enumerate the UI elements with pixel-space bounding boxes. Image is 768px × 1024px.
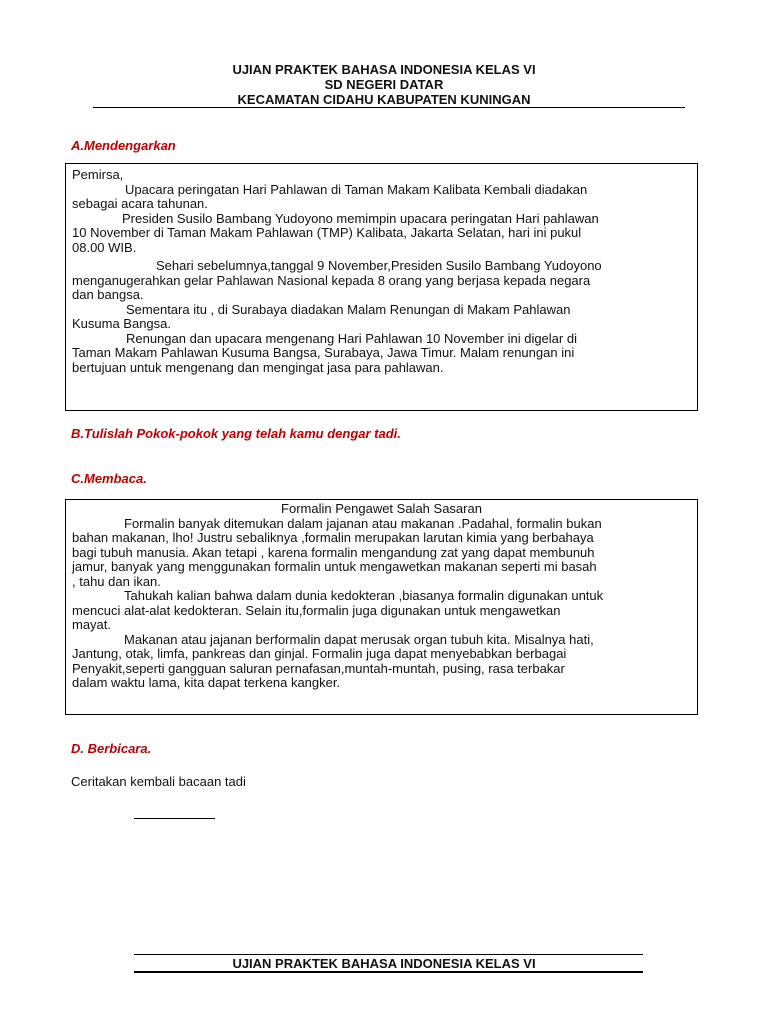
listening-text-box [65, 163, 698, 411]
reading-text [72, 502, 691, 691]
text-line: bahan makanan, lho! Justru sebaliknya ,formalin merupakan larutan kimia yang berbahaya [72, 530, 594, 545]
header-rule [93, 107, 685, 108]
reading-text-box [65, 499, 698, 715]
text-line: Presiden Susilo Bambang Yudoyono memimpin upacara peringatan Hari pahlawan [122, 210, 599, 226]
header-line-2: SD NEGERI DATAR [324, 77, 444, 92]
section-a-heading: A.Mendengarkan [71, 138, 176, 153]
text-line: mayat. [72, 617, 112, 632]
text-line: Kusuma Bangsa. [72, 316, 172, 331]
header-line-3: KECAMATAN CIDAHU KABUPATEN KUNINGAN [237, 92, 531, 107]
reading-title: Formalin Pengawet Salah Sasaran [281, 501, 482, 516]
section-c-heading: C.Membaca. [71, 471, 147, 486]
footer-rule-top [134, 954, 643, 955]
answer-blank-line [134, 818, 215, 819]
section-d-heading: D. Berbicara. [71, 741, 152, 756]
text-line: dalam waktu lama, kita dapat terkena kangker. [72, 675, 341, 690]
footer-rule-bottom [134, 971, 643, 973]
text-line: 08.00 WIB. [72, 239, 137, 255]
header-line-1: UJIAN PRAKTEK BAHASA INDONESIA KELAS VI [232, 62, 536, 77]
text-line: Penyakit,seperti gangguan saluran pernafasan,muntah-muntah, pusing, rasa terbakar [72, 660, 565, 676]
text-line: bagi tubuh manusia. Akan tetapi , karena formalin mengandung zat yang dapat membunuh [72, 544, 595, 560]
text-line: Taman Makam Pahlawan Kusuma Bangsa, Surabaya, Jawa Timur. Malam renungan ini [72, 345, 575, 360]
text-line: , tahu dan ikan. [72, 573, 161, 589]
text-line: jamur, banyak yang menggunakan formalin untuk mengawetkan makanan seperti mi basah [72, 559, 597, 574]
text-line: Makanan atau jajanan berformalin dapat merusak organ tubuh kita. Misalnya hati, [124, 631, 594, 647]
section-b-heading: B.Tulislah Pokok-pokok yang telah kamu dengar tadi. [71, 426, 401, 441]
text-line: Upacara peringatan Hari Pahlawan di Taman Makam Kalibata Kembali diadakan [125, 181, 588, 197]
text-line: Sementara itu , di Surabaya diadakan Malam Renungan di Makam Pahlawan [126, 301, 571, 317]
listening-text [72, 168, 691, 375]
text-line: 10 November di Taman Makam Pahlawan (TMP) Kalibata, Jakarta Selatan, hari ini pukul [72, 225, 582, 240]
text-line: dan bangsa. [72, 287, 144, 302]
footer-title: UJIAN PRAKTEK BAHASA INDONESIA KELAS VI [232, 956, 536, 971]
text-line: bertujuan untuk mengenang dan mengingat jasa para pahlawan. [72, 359, 444, 375]
text-line: Formalin banyak ditemukan dalam jajanan atau makanan .Padahal, formalin bukan [124, 515, 602, 531]
text-line: Pemirsa, [72, 167, 124, 182]
text-line: Renungan dan upacara mengenang Hari Pahlawan 10 November ini digelar di [126, 330, 577, 346]
text-line: Jantung, otak, limfa, pankreas dan ginjal. Formalin juga dapat menyebabkan berbagai [72, 646, 567, 661]
speaking-prompt: Ceritakan kembali bacaan tadi [71, 774, 246, 789]
text-line: mencuci alat-alat kedokteran. Selain itu,formalin juga digunakan untuk mengawetkan [72, 602, 561, 618]
text-line: Sehari sebelumnya,tanggal 9 November,Presiden Susilo Bambang Yudoyono [156, 258, 602, 273]
text-line: Tahukah kalian bahwa dalam dunia kedokteran ,biasanya formalin digunakan untuk [124, 588, 604, 603]
text-line: menganugerahkan gelar Pahlawan Nasional kepada 8 orang yang berjasa kepada negara [72, 272, 591, 288]
text-line: sebagai acara tahunan. [72, 196, 208, 211]
